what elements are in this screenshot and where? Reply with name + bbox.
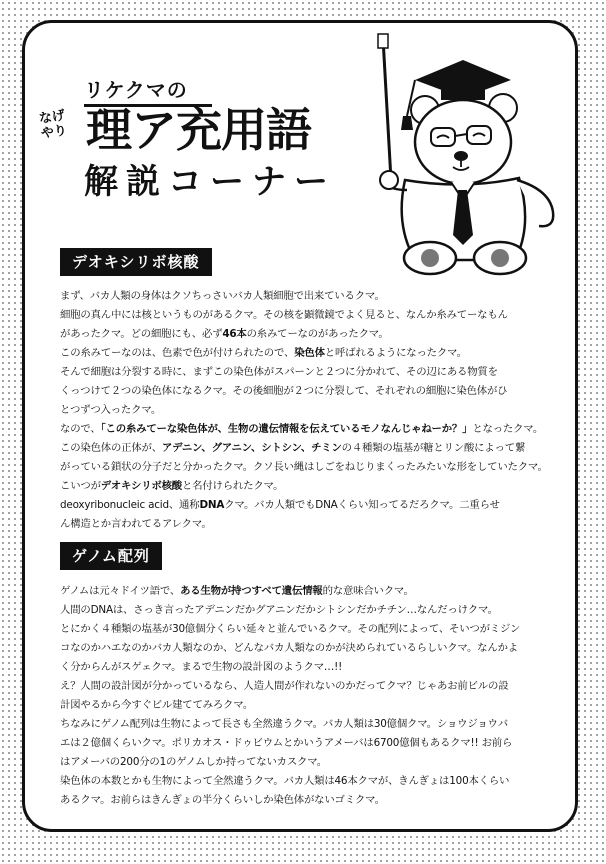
text-line xyxy=(60,696,544,715)
body-text: この染色体の正体が、 xyxy=(60,442,162,454)
text-line xyxy=(60,734,544,753)
body-text: と呼ばれるようになったクマ。 xyxy=(324,347,467,359)
page-title-sub: 解説コーナー xyxy=(84,162,336,202)
section-body-genome xyxy=(60,582,544,810)
text-line xyxy=(60,496,544,515)
text-line xyxy=(60,420,544,439)
text-line xyxy=(60,515,544,534)
text-line xyxy=(60,582,544,601)
text-line xyxy=(60,401,544,420)
body-text: ゲノムは元々ドイツ語で、 xyxy=(60,585,181,597)
emphasis-text: DNA xyxy=(199,499,225,511)
body-text: ん構造とか言われてるアレクマ。 xyxy=(60,518,212,530)
body-text: 人間のDNAは、さっき言ったアデニンだかグアニンだかシトシンだかチチン…なんだっけクマ。 xyxy=(60,604,498,616)
body-text: エは２億個くらいクマ。ポリカオス・ドゥビウムとかいうアメーバは6700億個もあるクマ!! お前ら xyxy=(60,737,513,749)
text-line xyxy=(60,620,544,639)
body-text: コなのかハエなのかバカ人類なのか、どんなバカ人類なのかが決められているらしいクマ。なんかよ xyxy=(60,642,518,654)
body-text: がっている鎖状の分子だと分かったクマ。クソ長い縄はしごをねじりまくったみたいな形をしていたクマ。 xyxy=(60,461,548,473)
text-line xyxy=(60,477,544,496)
body-text: ちなみにゲノム配列は生物によって長さも全然違うクマ。バカ人類は30億個クマ。ショウジョウバ xyxy=(60,718,508,730)
body-text: があったクマ。どの細胞にも、必ず xyxy=(60,328,223,340)
page-title: 理ア充用語 xyxy=(86,103,311,157)
body-text: と名付けられたクマ。 xyxy=(181,480,284,492)
body-text: この糸みてーなのは、色素で色が付けられたので、 xyxy=(60,347,295,359)
emphasis-text: デオキシリボ核酸 xyxy=(100,480,182,492)
emphasis-text: ある生物が持つすべて遺伝情報 xyxy=(180,585,323,597)
text-line xyxy=(60,715,544,734)
side-label-top: なげ xyxy=(38,108,66,127)
body-text: の４種類の塩基が糖とリン酸によって繋 xyxy=(341,442,526,454)
body-text: あるクマ。お前らはきんぎょの半分くらいしか染色体がないゴミクマ。 xyxy=(60,794,385,806)
side-label-bottom: やり xyxy=(40,123,68,142)
emphasis-text: 46本 xyxy=(222,328,247,340)
text-line xyxy=(60,363,544,382)
body-text: クマ。バカ人類でもDNAくらい知ってるだろクマ。二重らせ xyxy=(224,499,500,511)
body-text: そんで細胞は分裂する時に、まずこの染色体がスパーンと２つに分かれて、その辺にある物質を xyxy=(60,366,498,378)
text-line xyxy=(60,344,544,363)
body-text: 的な意味合いクマ。 xyxy=(322,585,414,597)
text-line xyxy=(60,601,544,620)
section-title-dna: デオキシリボ核酸 xyxy=(60,248,212,276)
body-text: となったクマ。 xyxy=(472,423,544,435)
text-line xyxy=(60,458,548,477)
text-line xyxy=(60,325,544,344)
text-line xyxy=(60,306,544,325)
body-text: とにかく４種類の塩基が30億個分くらい延々と並んでいるクマ。その配列によって、そいつがミジン xyxy=(60,623,521,635)
text-line xyxy=(60,639,544,658)
body-text: deoxyribonucleic acid、通称 xyxy=(60,499,200,511)
body-text: え？人間の設計図が分かっているなら、人造人間が作れないのかだってクマ？じゃあお前ビルの設 xyxy=(60,680,509,692)
body-text: 細胞の真ん中には核というものがあるクマ。その核を顕微鏡でよく見ると、なんか糸みてーなもん xyxy=(60,309,508,321)
section-body-dna xyxy=(60,287,548,534)
body-text: 計図やるから今すぐビル建ててみろクマ。 xyxy=(60,699,253,711)
section-title-genome: ゲノム配列 xyxy=(60,542,162,570)
emphasis-text: 染色体 xyxy=(294,347,325,359)
text-line xyxy=(60,753,544,772)
bear-professor-icon xyxy=(355,30,560,280)
text-line xyxy=(60,677,544,696)
body-text: く分からんがスゲェクマ。まるで生物の設計図のようクマ…!! xyxy=(60,661,343,673)
text-line xyxy=(60,382,544,401)
body-text: なので、 xyxy=(60,423,101,435)
body-text: とつずつ入ったクマ。 xyxy=(60,404,162,416)
title-subtitle-text: リケクマの xyxy=(84,78,188,102)
emphasis-text: アデニン、グアニン、シトシン、チミン xyxy=(161,442,342,454)
emphasis-text: 「この糸みてーな染色体が、生物の遺伝情報を伝えているモノなんじゃねーか？」 xyxy=(100,423,473,435)
title-side-label xyxy=(38,108,68,141)
body-text: の糸みてーなのがあったクマ。 xyxy=(246,328,389,340)
text-line xyxy=(60,658,544,677)
text-line xyxy=(60,287,544,306)
body-text: はアメーバの200分の1のゲノムしか持ってないカスクマ。 xyxy=(60,756,327,768)
text-line xyxy=(60,772,544,791)
text-line xyxy=(60,439,544,458)
body-text: まず、バカ人類の身体はクソちっさいバカ人類細胞で出来ているクマ。 xyxy=(60,290,385,302)
text-line xyxy=(60,791,544,810)
body-text: 染色体の本数とかも生物によって全然違うクマ。バカ人類は46本クマが、きんぎょは100本くらい xyxy=(60,775,510,787)
body-text: こいつが xyxy=(60,480,101,492)
body-text: くっつけて２つの染色体になるクマ。その後細胞が２つに分裂して、それぞれの細胞に染色体がひ xyxy=(60,385,508,397)
